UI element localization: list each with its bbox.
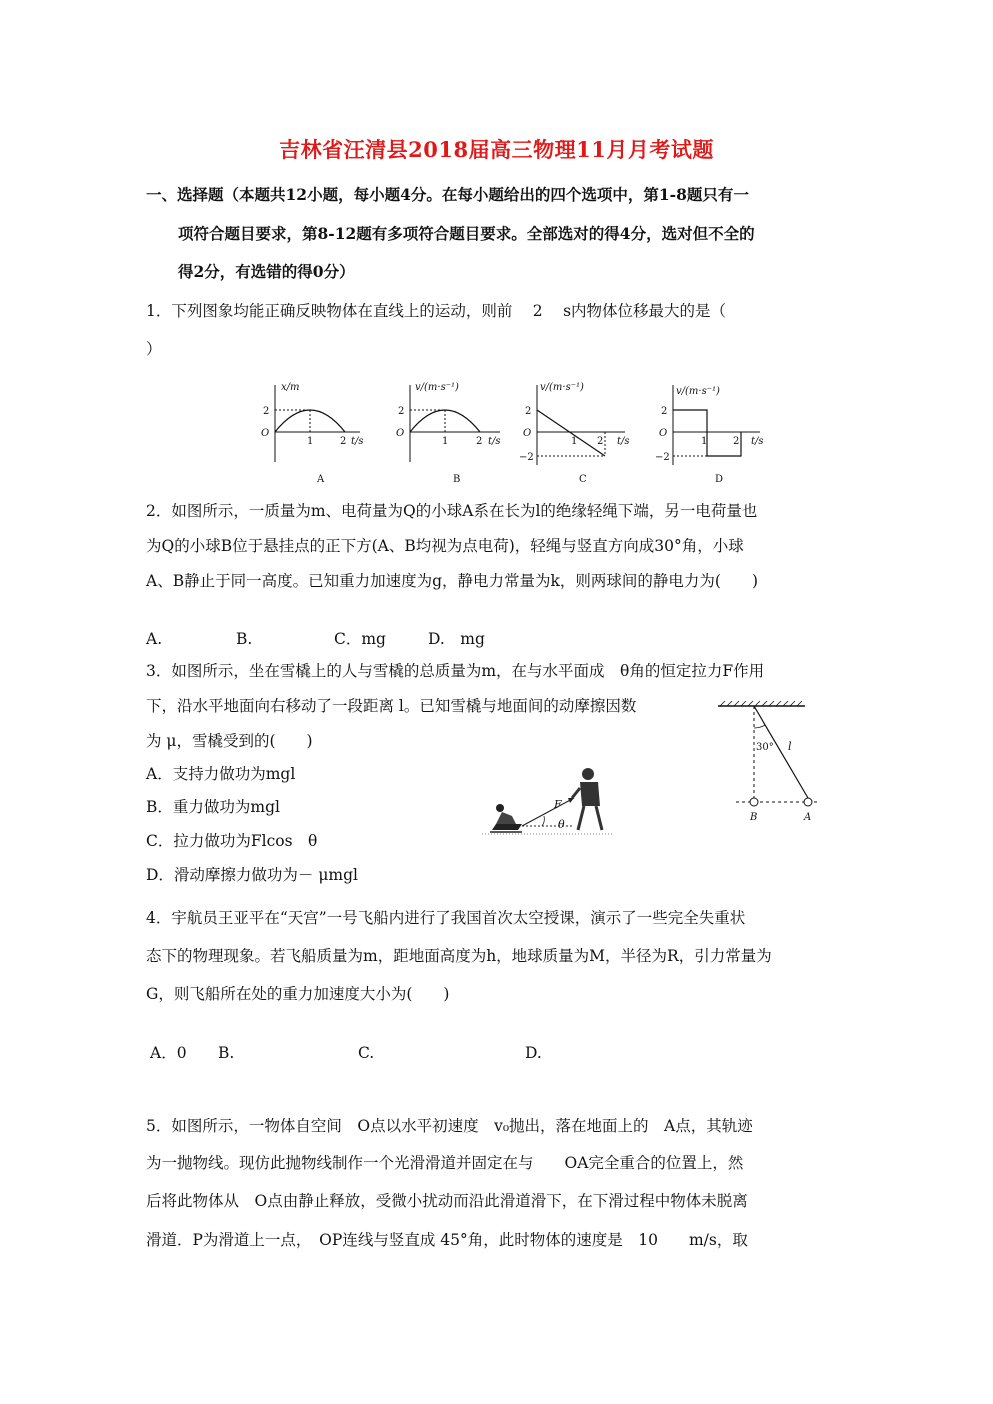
- graph-c-xtick-2: 2: [597, 436, 604, 447]
- graph-c-ylabel: v/(m·s⁻¹): [540, 382, 584, 393]
- graph-d-origin: O: [659, 428, 668, 439]
- graph-b-origin: O: [396, 428, 405, 439]
- pendulum-angle-label: 30°: [756, 742, 774, 753]
- graph-c-origin: O: [523, 428, 532, 439]
- graph-c-xtick-1: 1: [571, 436, 578, 447]
- graph-b-ylabel: v/(m·s⁻¹): [415, 382, 459, 393]
- q2-pendulum-figure: [710, 698, 820, 828]
- graph-b-xtick-1: 1: [442, 436, 449, 447]
- q4-option-b: B.: [218, 1044, 235, 1062]
- q2-option-d: D. mg: [428, 630, 485, 648]
- graph-c: [519, 382, 630, 485]
- pendulum-length-label: l: [788, 740, 792, 753]
- q3-option-a: A．支持力做功为mgl: [146, 765, 296, 783]
- q3-option-d: D．滑动摩擦力做功为－ μmgl: [146, 866, 359, 884]
- q2-text-line-3: A、B静止于同一高度。已知重力加速度为g，静电力常量为k，则两球间的静电力为( ): [146, 572, 758, 590]
- graph-b-xtick-2: 2: [476, 436, 483, 447]
- graph-b-xlabel: t/s: [488, 436, 501, 447]
- q1-text-line-2: ）: [146, 340, 162, 358]
- graph-d-xtick-2: 2: [733, 436, 740, 447]
- q2-text-line-1: 2．如图所示，一质量为m、电荷量为Q的小球A系在长为l的绝缘轻绳下端，另一电荷量也: [146, 502, 758, 520]
- puller-person: [572, 768, 602, 830]
- q4-text-line-3: G，则飞船所在处的重力加速度大小为( ): [146, 985, 450, 1003]
- section-heading-line-2: 项符合题目要求，第8-12题有多项符合题目要求。全部选对的得4分，选对但不全的: [178, 224, 755, 243]
- graph-b-ytick: 2: [398, 406, 405, 417]
- graph-a-origin: O: [261, 428, 270, 439]
- graph-a-xtick-2: 2: [340, 436, 347, 447]
- graph-c-ytick-neg: −2: [519, 452, 534, 463]
- sled-angle-label: θ: [558, 818, 565, 831]
- q2-option-a: A.: [146, 630, 163, 648]
- q4-option-d: D.: [525, 1044, 542, 1062]
- graph-b-caption: B: [453, 474, 461, 485]
- sled-force-label: F: [554, 798, 562, 811]
- q3-text-line-1: 3．如图所示，坐在雪橇上的人与雪橇的总质量为m，在与水平面成 θ角的恒定拉力F作用: [146, 662, 765, 680]
- graph-d-ytick-pos: 2: [661, 406, 668, 417]
- graph-d-ytick-neg: −2: [655, 452, 670, 463]
- graph-c-xlabel: t/s: [617, 436, 630, 447]
- q4-text-line-1: 4．宇航员王亚平在“天宫”一号飞船内进行了我国首次太空授课，演示了一些完全失重状: [146, 909, 746, 927]
- graph-a-caption: A: [317, 474, 325, 485]
- section-heading-line-1: 一、选择题（本题共12小题，每小题4分。在每小题给出的四个选项中，第1-8题只有一: [146, 185, 749, 204]
- q3-option-b: B．重力做功为mgl: [146, 798, 280, 816]
- q5-text-line-4: 滑道．P为滑道上一点， OP连线与竖直成 45°角，此时物体的速度是 10 m/s，取: [146, 1231, 748, 1249]
- pendulum-ball-a-label: A: [804, 812, 812, 823]
- graph-b: [396, 382, 501, 485]
- graph-a-xlabel: t/s: [351, 436, 364, 447]
- q3-option-c: C．拉力做功为Flcos θ: [146, 832, 318, 850]
- pendulum-ball-b-label: B: [750, 812, 758, 823]
- q2-option-b: B.: [236, 630, 253, 648]
- graph-a-ylabel: x/m: [281, 382, 300, 393]
- q1-graphs-figure: [255, 380, 785, 490]
- graph-d-xtick-1: 1: [701, 436, 708, 447]
- graph-a: [261, 382, 364, 485]
- q5-text-line-2: 为一抛物线。现仿此抛物线制作一个光滑滑道并固定在与 OA完全重合的位置上，然: [146, 1154, 744, 1172]
- sled-rider: [490, 804, 522, 832]
- graph-d-caption: D: [715, 474, 724, 485]
- graph-d: [655, 385, 764, 485]
- q4-text-line-2: 态下的物理现象。若飞船质量为m，距地面高度为h，地球质量为M，半径为R，引力常量为: [146, 947, 772, 965]
- q5-text-line-1: 5．如图所示，一物体自空间 O点以水平初速度 v₀抛出，落在地面上的 A点，其轨迹: [146, 1117, 753, 1135]
- graph-d-ylabel: v/(m·s⁻¹): [676, 386, 720, 397]
- q3-text-line-2: 下，沿水平地面向右移动了一段距离 l。已知雪橇与地面间的动摩擦因数: [146, 697, 637, 715]
- q2-text-line-2: 为Q的小球B位于悬挂点的正下方(A、B均视为点电荷)，轻绳与竖直方向成30°角，小球: [146, 537, 744, 555]
- graph-c-ytick-pos: 2: [525, 406, 532, 417]
- q4-option-a: A．0: [150, 1044, 187, 1062]
- graph-a-xtick-1: 1: [307, 436, 314, 447]
- graph-a-ytick: 2: [263, 406, 270, 417]
- page-title: 吉林省汪清县2018届高三物理11月月考试题: [279, 137, 714, 162]
- q3-sled-figure: [482, 760, 622, 840]
- q1-text-line-1: 1．下列图象均能正确反映物体在直线上的运动，则前 2 s内物体位移最大的是（: [146, 302, 727, 320]
- section-heading-line-3: 得2分，有选错的得0分）: [178, 262, 355, 281]
- q5-text-line-3: 后将此物体从 O点由静止释放，受微小扰动而沿此滑道滑下，在下滑过程中物体未脱离: [146, 1192, 748, 1210]
- q3-text-line-3: 为 μ，雪橇受到的( ): [146, 732, 313, 750]
- q4-option-c: C.: [358, 1044, 375, 1062]
- q2-option-c: C．mg: [334, 630, 386, 648]
- graph-d-xlabel: t/s: [751, 436, 764, 447]
- graph-c-caption: C: [579, 474, 587, 485]
